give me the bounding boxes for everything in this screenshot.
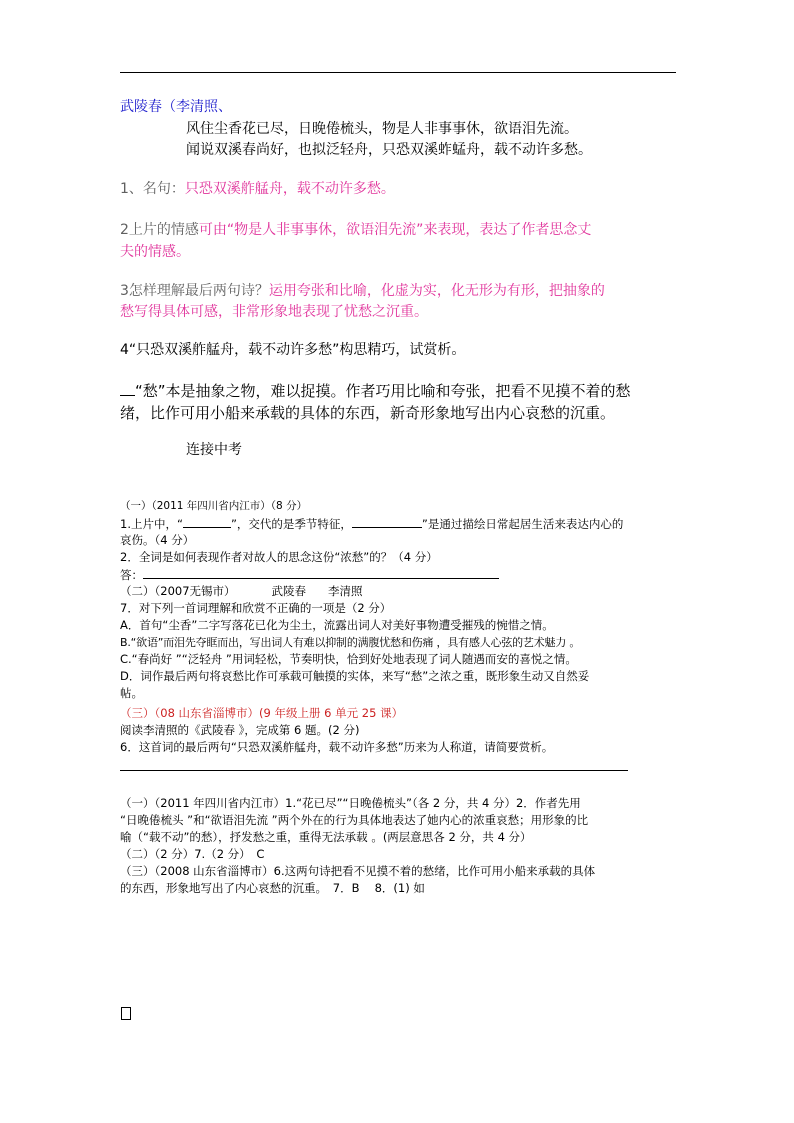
- poem-line-2: 闻说双溪春尚好，也拟泛轻舟，只恐双溪蚱蜢舟，载不动许多愁。: [186, 142, 592, 158]
- note-3-label: 3怎样理解最后两句诗？: [120, 283, 269, 299]
- exam-s3-head: （三）（08 山东省淄博市）(9 年级上册 6 单元 25 课）: [120, 706, 404, 720]
- exam-s1-q1: 1.上片中，“ ”，交代的是季节特征， ”是通过描绘日常起居生活来表达内心的: [120, 517, 624, 531]
- exam-s1-q2: 2．全词是如何表现作者对故人的思念这份“浓愁”的？（4 分）: [120, 550, 438, 564]
- exam-s2-option-d-cont: 帖。: [120, 686, 143, 700]
- note-3-answer: 运用夸张和比喻，化虚为实，化无形为有形，把抽象的: [268, 283, 605, 299]
- answer-1-cont: “日晚倦梳头 ”和“欲语泪先流 ”两个外在的行为具体地表达了她内心的浓重哀愁；用形象的比: [120, 813, 589, 827]
- exam-s3-intro: 阅读李清照的《武陵春 》，完成第 6 题。(2 分): [120, 723, 360, 737]
- note-2-answer: 可由“物是人非事事休，欲语泪先流”来表现，表达了作者思念丈: [198, 222, 592, 238]
- exam-s2-option-b: B.“欲语”而泪先夺眶而出，写出词人有难以抑制的满腹忧愁和伤痛 ，具有感人心弦的艺术魅力 。: [120, 636, 581, 649]
- poem-title: 武陵春（李清照、: [120, 99, 232, 115]
- exam-s2-option-d: D．词作最后两句将哀愁比作可承载可触摸的实体，来写“愁”之浓之重，既形象生动又自然妥: [120, 669, 590, 683]
- note-4-answer: [120, 380, 631, 402]
- exam-s2-option-a: A．首句“尘香”二字写落花已化为尘土，流露出词人对美好事物遭受摧残的惋惜之情。: [120, 618, 554, 632]
- link-title: 连接中考: [186, 442, 242, 458]
- note-2: [120, 220, 591, 240]
- note-1: [120, 179, 395, 199]
- header-rule: [120, 72, 676, 73]
- poem-line-1: 风住尘香花已尽，日晚倦梳头，物是人非事事休，欲语泪先流。: [186, 121, 578, 137]
- exam-s2-q7: 7．对下列一首词理解和欣赏不正确的一项是（2 分）: [120, 601, 392, 615]
- answer-2: （二）（2 分）7.（2 分） C: [120, 847, 265, 861]
- note-1-label: 1、名句：: [120, 181, 185, 197]
- note-4-blank: [120, 383, 135, 396]
- exam-s2-option-c: C.“春尚好 ”“泛轻舟 ”用词轻松，节奏明快，恰到好处地表现了词人随遇而安的喜悦之情。: [120, 652, 577, 666]
- note-2-label: 2上片的情感: [120, 222, 199, 238]
- note-1-answer: 只恐双溪舴艋舟，载不动许多愁。: [184, 181, 395, 197]
- answer-blank: [143, 566, 499, 579]
- exam-s1-q1-cont: 哀伤。（4 分）: [120, 533, 195, 547]
- answer-3-cont: 的东西，形象地写出了内心哀愁的沉重。 7．B 8．(1) 如: [120, 881, 425, 895]
- exam-s2-head: （二）（2007无锡市） 武陵春 李清照: [120, 584, 363, 598]
- note-4-question: 4“只恐双溪舴艋舟，载不动许多愁”构思精巧，试赏析。: [120, 342, 466, 358]
- note-3-answer-cont: 愁写得具体可感，非常形象地表现了忧愁之沉重。: [120, 304, 428, 320]
- exam-answer-rule: [120, 770, 628, 771]
- answer-1-cont-2: 喻（“载不动”的愁），抒发愁之重，重得无法承载 。(两层意思各 2 分，共 4 分）: [120, 830, 532, 844]
- answer-3: （三）（2008 山东省淄博市）6.这两句诗把看不见摸不着的愁绪，比作可用小船来承载的具体: [120, 864, 596, 878]
- note-4-answer-text: “愁”本是抽象之物，难以捉摸。作者巧用比喻和夸张，把看不见摸不着的愁: [135, 382, 631, 400]
- exam-s1-head: （一）（2011 年四川省内江市）（8 分）: [120, 500, 308, 512]
- note-3: [120, 281, 605, 301]
- exam-s1-answer: 答：: [120, 566, 499, 584]
- blank-1: [183, 515, 231, 528]
- note-2-answer-cont: 夫的情感。: [120, 244, 190, 260]
- blank-2: [352, 515, 422, 528]
- placeholder-box: [121, 1007, 131, 1020]
- note-4-answer-cont: 绪，比作可用小船来承载的具体的东西，新奇形象地写出内心哀愁的沉重。: [120, 404, 616, 422]
- exam-s3-q6: 6．这首词的最后两句“只恐双溪舴艋舟，载不动许多愁”历来为人称道，请简要赏析。: [120, 740, 554, 754]
- answer-1: （一）（2011 年四川省内江市）1.“花已尽”“日晚倦梳头”（各 2 分，共 4 分）2．作者先用: [120, 796, 581, 810]
